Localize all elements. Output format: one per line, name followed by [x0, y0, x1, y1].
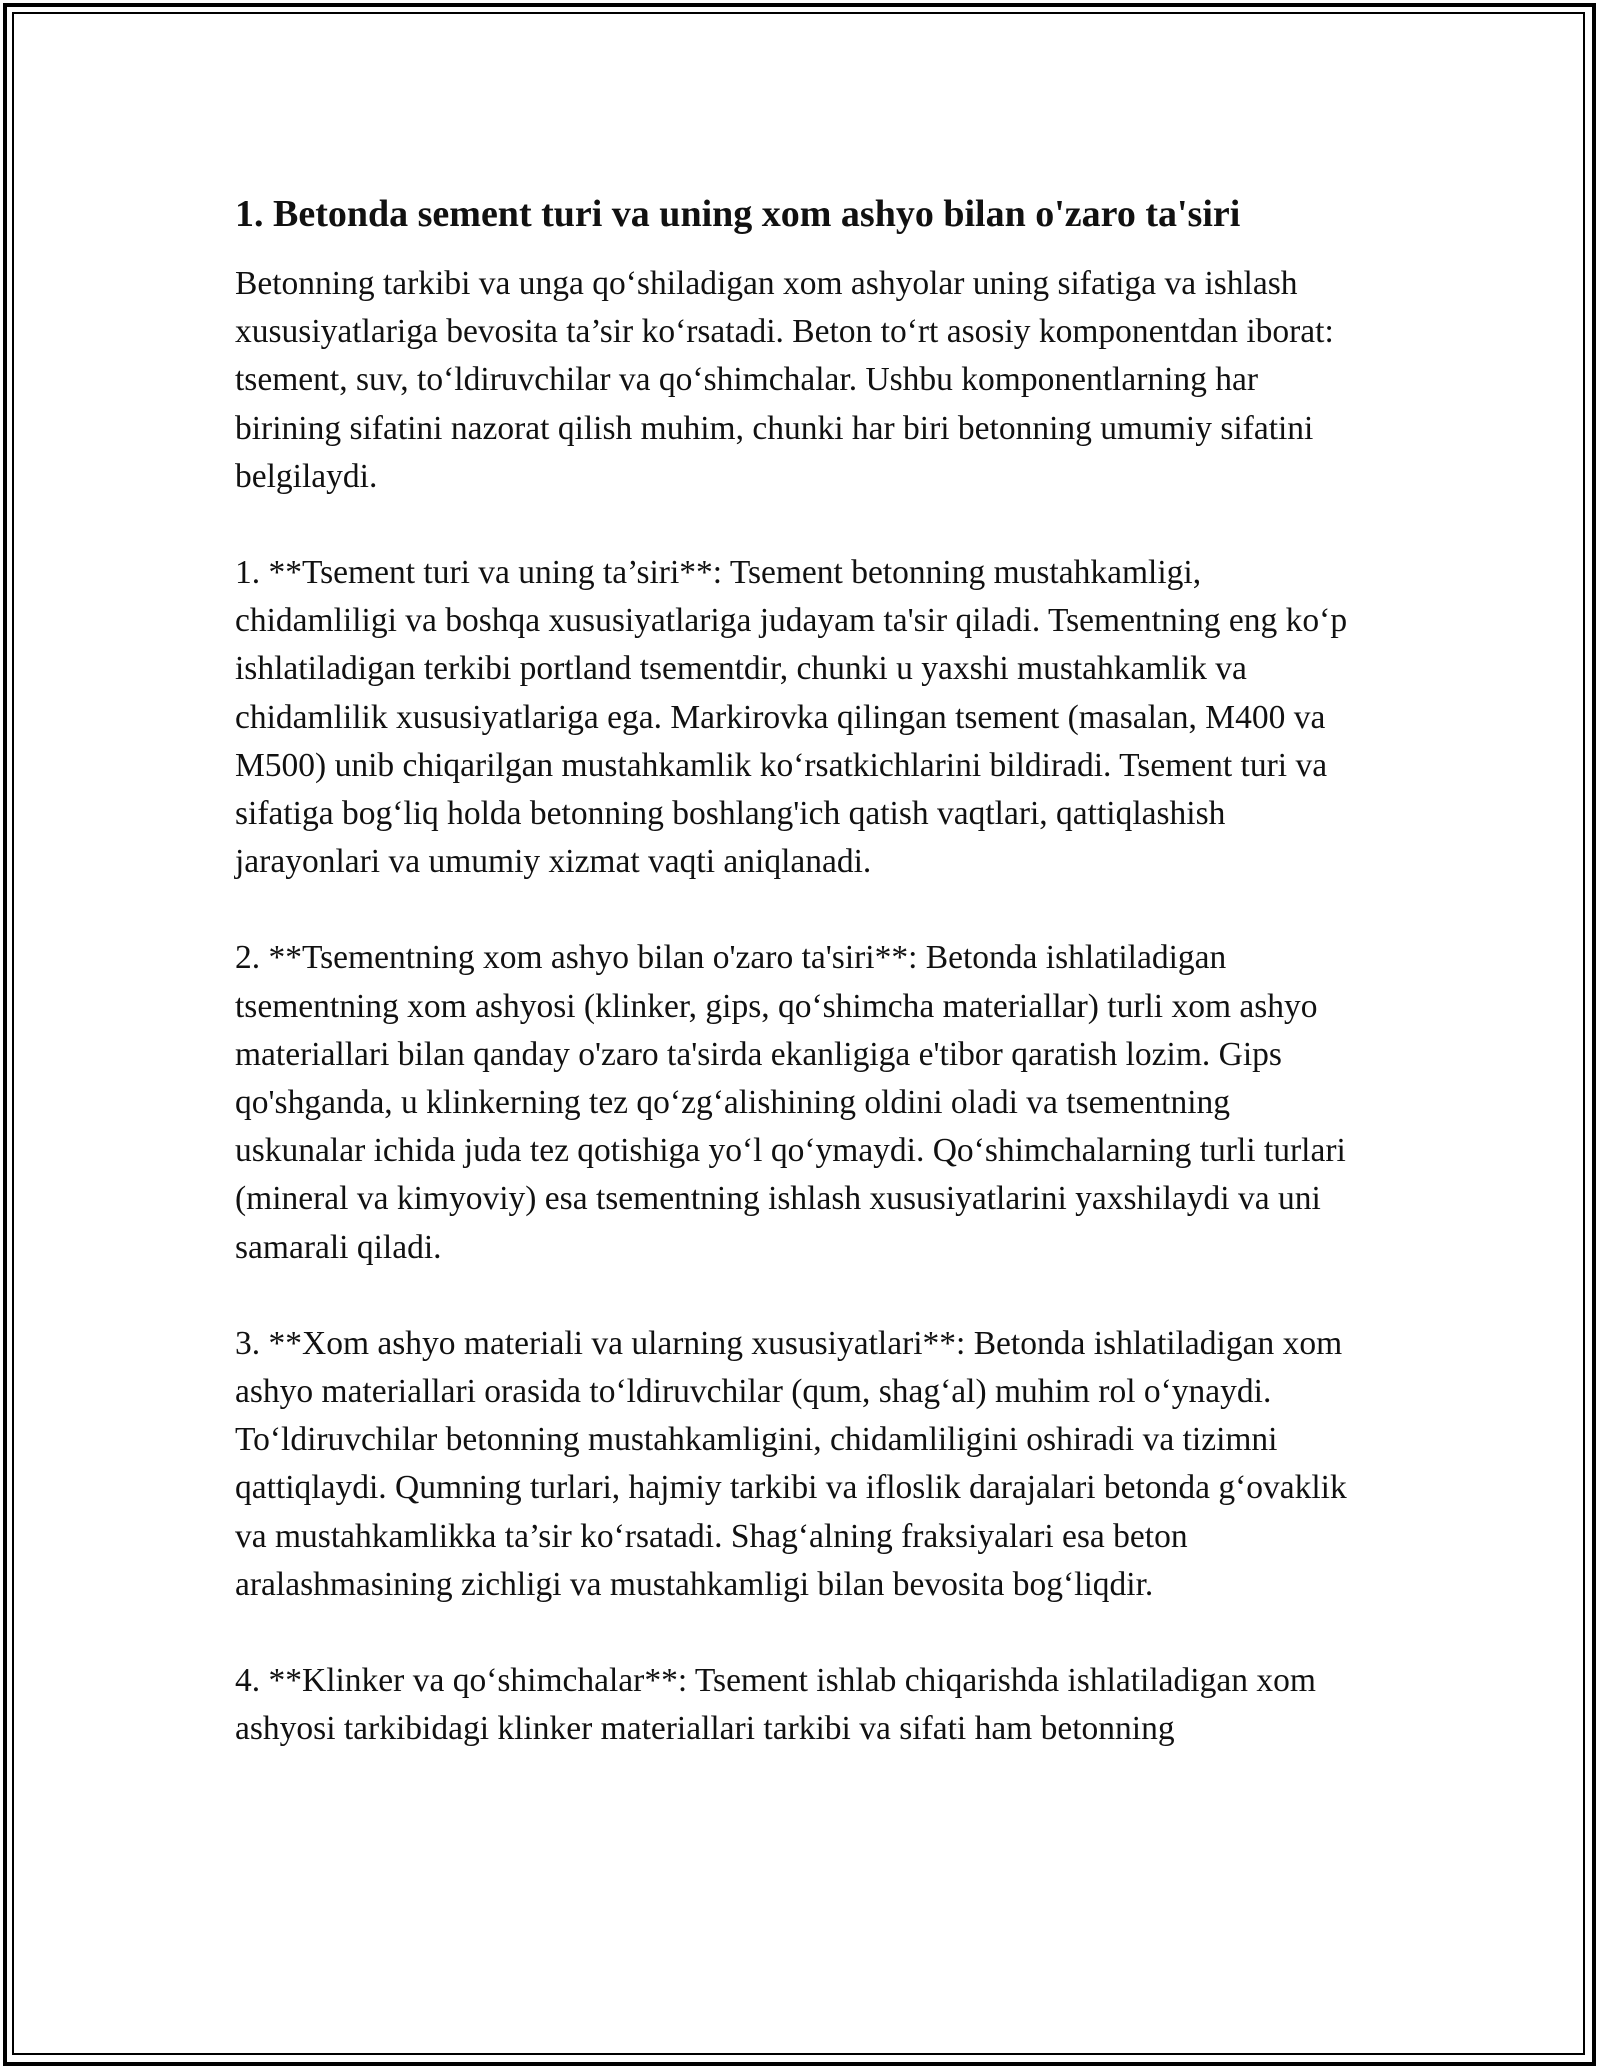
paragraph-cement-type: 1. **Tsement turi va uning ta’siri**: Tsement betonning mustahkamligi, chidamliligi va boshqa xususiyatlariga judayam ta'sir qiladi. Tsementning eng ko‘p ishlatiladigan terkibi portland tsementdir, chunki u yaxshi mustahkamlik va chidamlilik xususiyatlariga ega. Markirovka qilingan tsement (masalan, M400 va M500) unib chiqarilgan mustahkamlik ko‘rsatkichlarini bildiradi. Tsement turi va sifatiga bog‘liq holda betonning boshlang'ich qatish vaqtlari, qattiqlashish jarayonlari va umumiy xizmat vaqti aniqlanadi. — [235, 554, 1348, 881]
paragraph-cement-interaction: 2. **Tsementning xom ashyo bilan o'zaro ta'siri**: Betonda ishlatiladigan tsementning xom ashyosi (klinker, gips, qo‘shimcha materiallar) turli xom ashyo materiallari bilan qanday o'zaro ta'sirda ekanligiga e'tibor qaratish lozim. Gips qo'shganda, u klinkerning tez qo‘zg‘alishining oldini oladi va tsementning uskunalar ichida juda tez qotishiga yo‘l qo‘ymaydi. Qo‘shimchalarning turli turlari (mineral va kimyoviy) esa tsementning ishlash xususiyatlarini yaxshilaydi va uni samarali qiladi. — [235, 939, 1346, 1266]
intro-paragraph: Betonning tarkibi va unga qo‘shiladigan xom ashyolar uning sifatiga va ishlash xususiyatlariga bevosita ta’sir ko‘rsatadi. Beton to‘rt asosiy komponentdan iborat: tsement, suv, to‘ldiruvchilar va qo‘shimchalar. Ushbu komponentlarning har birining sifatini nazorat qilish muhim, chunki har biri betonning umumiy sifatini belgilaydi. — [235, 265, 1334, 495]
paragraph-clinker: 4. **Klinker va qo‘shimchalar**: Tsement ishlab chiqarishda ishlatiladigan xom ashyosi tarkibidagi klinker materiallari tarkibi va sifati ham betonning — [235, 1662, 1316, 1748]
document-title: 1. Betonda sement turi va uning xom ashyo bilan o'zaro ta'siri — [235, 193, 1241, 235]
document-body — [235, 190, 1365, 1801]
paragraph-raw-materials: 3. **Xom ashyo materiali va ularning xususiyatlari**: Betonda ishlatiladigan xom ashyo materiallari orasida to‘ldiruvchilar (qum, shag‘al) muhim rol o‘ynaydi. To‘ldiruvchilar betonning mustahkamligini, chidamliligini oshiradi va tizimni qattiqlaydi. Qumning turlari, hajmiy tarkibi va ifloslik darajalari betonda g‘ovaklik va mustahkamlikka ta’sir ko‘rsatadi. Shag‘alning fraksiyalari esa beton aralashmasining zichligi va mustahkamligi bilan bevosita bog‘liqdir. — [235, 1324, 1347, 1603]
